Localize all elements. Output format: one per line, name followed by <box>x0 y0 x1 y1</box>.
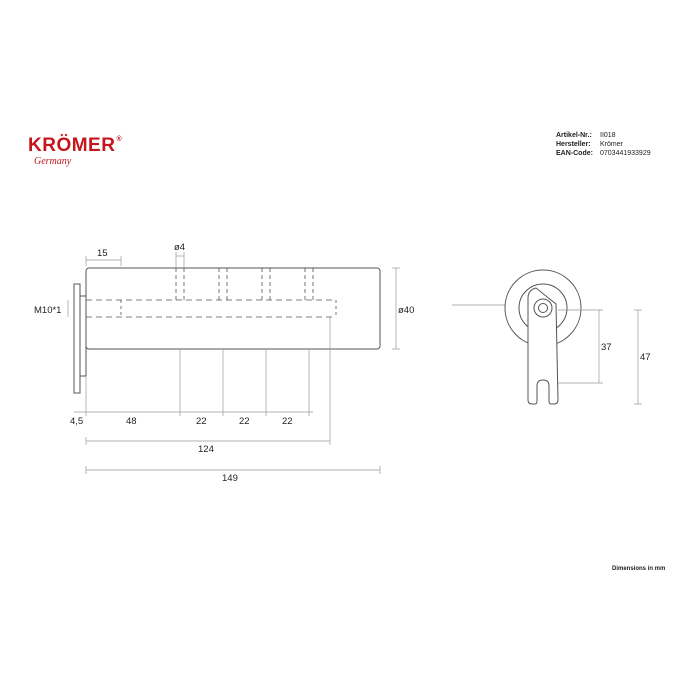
dim-label-diameter: ø40 <box>398 305 415 316</box>
logo-word: KRÖMER <box>28 135 116 156</box>
info-key: Hersteller: <box>556 141 591 148</box>
end-view <box>452 270 581 404</box>
dim-label-124: 124 <box>198 444 214 455</box>
side-view <box>74 268 380 393</box>
dim-label-149: 149 <box>222 473 238 484</box>
info-value: II018 <box>600 132 616 139</box>
dim-label-15: 15 <box>97 248 108 259</box>
info-value: Krömer <box>600 141 623 148</box>
dim-label-4-5: 4,5 <box>70 416 84 427</box>
dim-label-47: 47 <box>640 352 651 363</box>
dim-label-48: 48 <box>126 416 137 427</box>
logo-registered: ® <box>116 136 123 143</box>
info-value: 0703441933929 <box>600 150 651 157</box>
dim-label-22-c: 22 <box>282 416 293 427</box>
mounting-plate <box>74 284 80 393</box>
dim-label-22-b: 22 <box>239 416 250 427</box>
dim-label-37: 37 <box>601 342 612 353</box>
info-key: Artikel-Nr.: <box>556 132 592 139</box>
axle-inner <box>539 304 548 313</box>
flange <box>80 296 86 376</box>
dim-label-thread: M10*1 <box>34 305 62 316</box>
logo-subtitle: Germany <box>34 156 72 167</box>
units-note: Dimensions in mm <box>612 566 666 572</box>
info-key: EAN-Code: <box>556 150 593 157</box>
dim-label-hole: ø4 <box>174 242 186 253</box>
dim-label-22-a: 22 <box>196 416 207 427</box>
